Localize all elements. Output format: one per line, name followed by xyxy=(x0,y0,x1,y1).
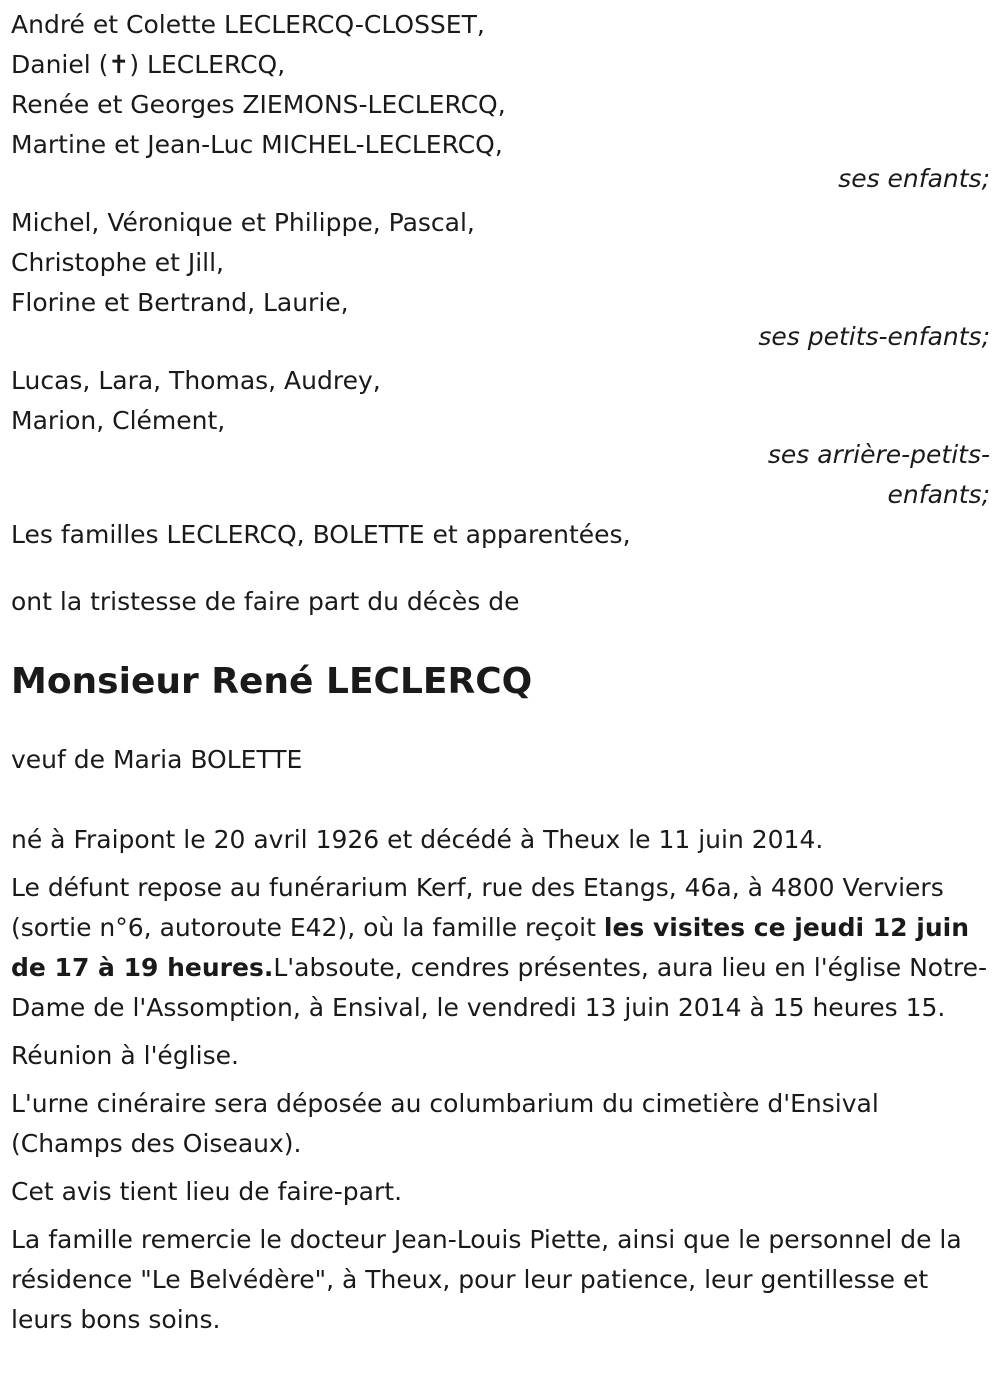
children-group xyxy=(11,5,990,199)
children-role: ses enfants; xyxy=(838,164,990,193)
funeral-details-after: L'absoute, cendres présentes, aura lieu en l'église Notre-Dame de l'Assomption, à Ensival, le vendredi 13 juin 2014 à 15 heures 15. xyxy=(11,953,988,1022)
funeral-details xyxy=(11,868,990,1028)
grandchildren-line: Michel, Véronique et Philippe, Pascal, xyxy=(11,208,475,237)
families-line: Les familles LECLERCQ, BOLETTE et apparentées, xyxy=(11,520,631,549)
great-grandchildren-role-line2: enfants; xyxy=(887,480,990,509)
funeral-details-before: Le défunt repose au funérarium Kerf, rue des Etangs, 46a, à 4800 Verviers (sortie n°6, autoroute E42), où la famille reçoit xyxy=(11,873,944,942)
children-line: André et Colette LECLERCQ-CLOSSET, xyxy=(11,10,485,39)
children-line: Martine et Jean-Luc MICHEL-LECLERCQ, xyxy=(11,130,503,159)
grandchildren-group xyxy=(11,203,990,357)
grandchildren-role: ses petits-enfants; xyxy=(758,322,990,351)
notice-note: Cet avis tient lieu de faire-part. xyxy=(11,1177,403,1206)
urn-note: L'urne cinéraire sera déposée au columbarium du cimetière d'Ensival (Champs des Oiseaux). xyxy=(11,1089,879,1158)
great-grandchildren-group xyxy=(11,361,990,515)
meeting-note: Réunion à l'église. xyxy=(11,1041,239,1070)
great-grandchildren-line: Lucas, Lara, Thomas, Audrey, xyxy=(11,366,381,395)
thanks-note: La famille remercie le docteur Jean-Louis Piette, ainsi que le personnel de la résidence "Le Belvédère", à Theux, pour leur patience, leur gentillesse et leurs bons soins. xyxy=(11,1225,962,1334)
children-line: Daniel (✝) LECLERCQ, xyxy=(11,50,286,79)
announcement: ont la tristesse de faire part du décès de xyxy=(11,587,520,616)
deceased-name: Monsieur René LECLERCQ xyxy=(11,661,533,702)
great-grandchildren-line: Marion, Clément, xyxy=(11,406,226,435)
grandchildren-line: Florine et Bertrand, Laurie, xyxy=(11,288,349,317)
birth-death: né à Fraipont le 20 avril 1926 et décédé à Theux le 11 juin 2014. xyxy=(11,825,824,854)
widow-of: veuf de Maria BOLETTE xyxy=(11,745,303,774)
visiting-hours: les visites ce jeudi 12 juin de 17 à 19 heures. xyxy=(11,913,969,982)
great-grandchildren-role-line1: ses arrière-petits- xyxy=(767,440,990,469)
children-line: Renée et Georges ZIEMONS-LECLERCQ, xyxy=(11,90,506,119)
grandchildren-line: Christophe et Jill, xyxy=(11,248,224,277)
